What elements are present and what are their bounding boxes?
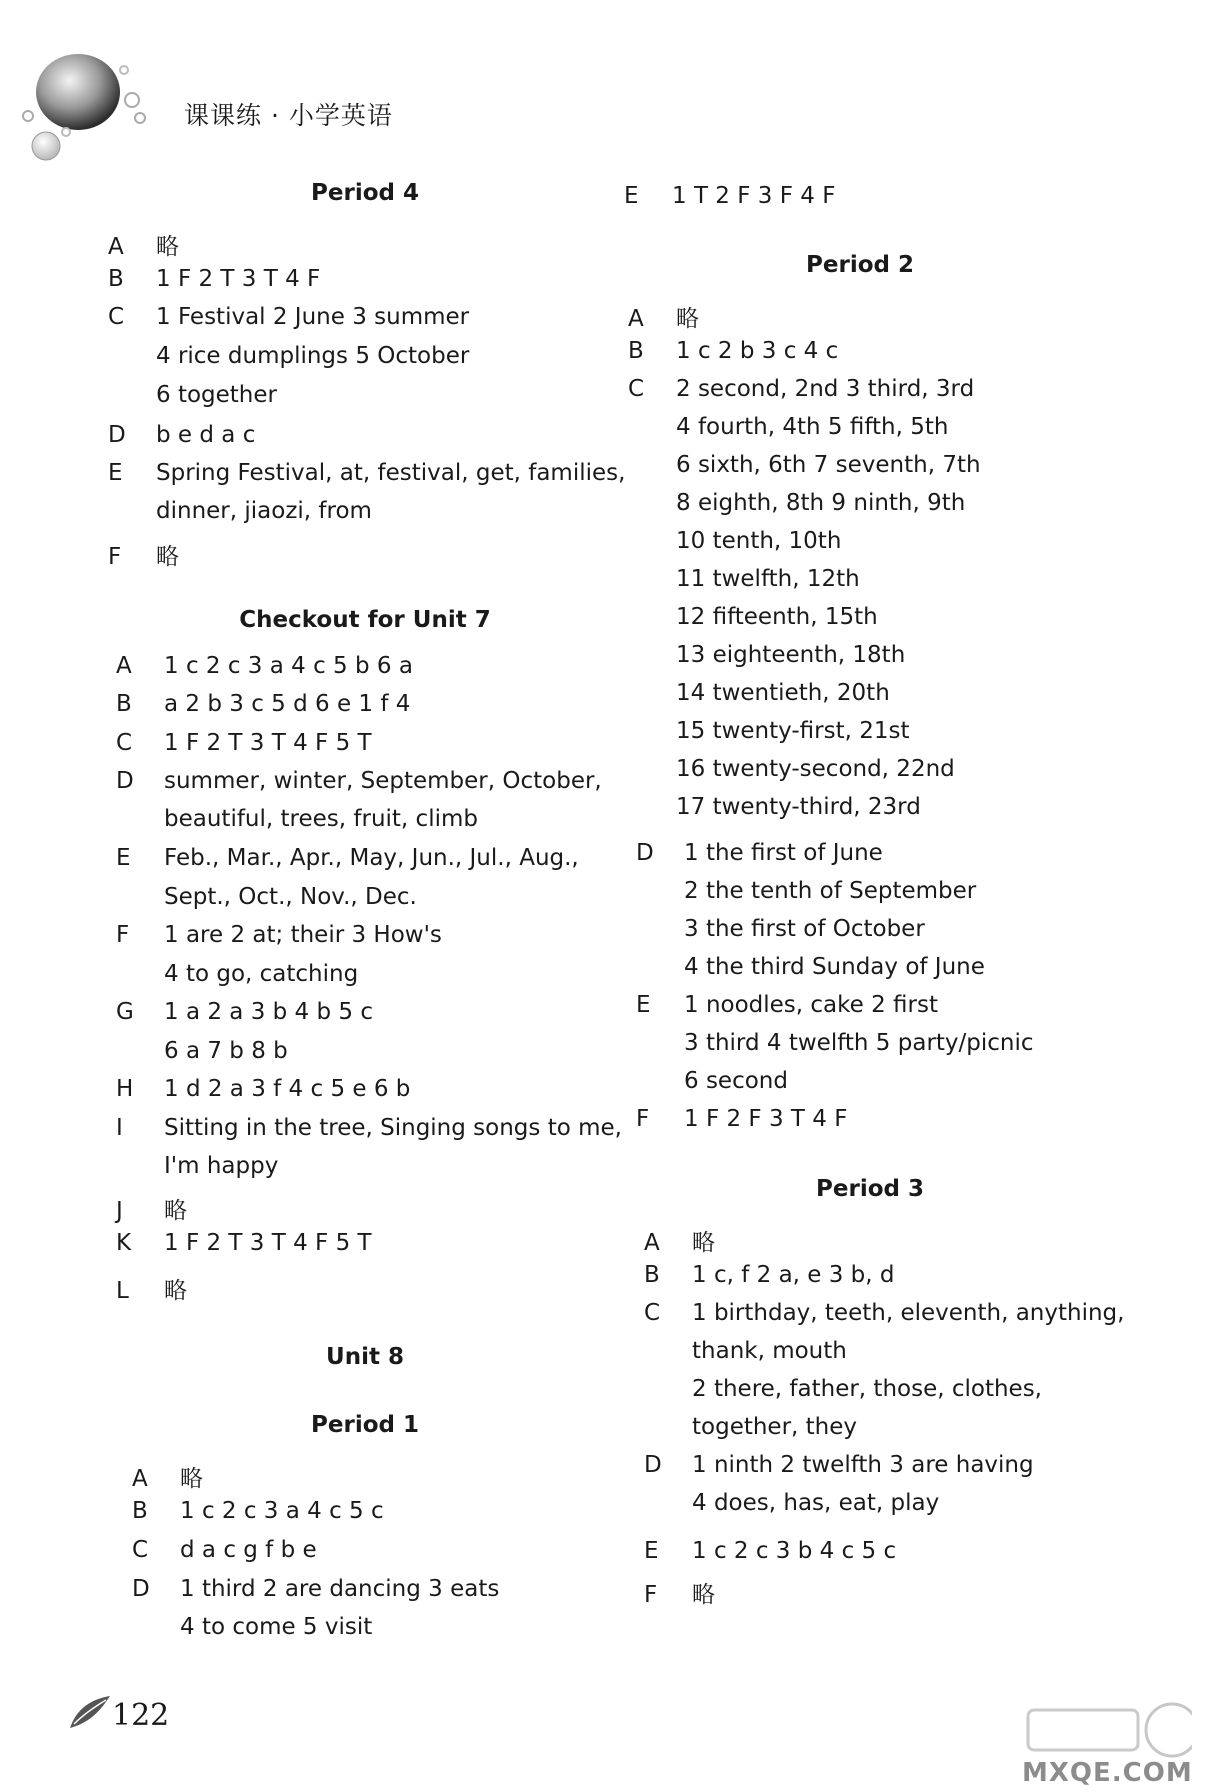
row-text: 1 c 2 c 3 a 4 c 5 b 6 a: [164, 653, 413, 679]
row-text: 1 F 2 T 3 T 4 F 5 T: [164, 1230, 372, 1256]
row-label: J: [116, 1198, 123, 1224]
row-label: E: [624, 183, 639, 209]
row-text: 1 ninth 2 twelfth 3 are having: [692, 1452, 1034, 1478]
answer-row: [644, 1452, 1034, 1478]
row-text: 4 the third Sunday of June: [684, 954, 985, 980]
row-text: 1 the first of June: [684, 840, 883, 866]
row-text: 1 noodles, cake 2 first: [684, 992, 938, 1018]
answer-row: [116, 653, 413, 679]
row-text: Spring Festival, at, festival, get, families,: [156, 460, 626, 486]
watermark-text: MXQE.COM: [1022, 1758, 1193, 1788]
answer-row: [116, 1230, 372, 1256]
answer-row: [628, 718, 910, 744]
row-text: 1 c, f 2 a, e 3 b, d: [692, 1262, 895, 1288]
row-text: 1 a 2 a 3 b 4 b 5 c: [164, 999, 373, 1025]
row-label: F: [116, 922, 130, 948]
answer-row: [628, 414, 948, 440]
answer-row: [636, 1106, 847, 1132]
answer-row: [116, 884, 417, 910]
answer-row: [116, 768, 602, 794]
row-label: E: [116, 845, 131, 871]
section-heading-unit-8: Unit 8: [326, 1344, 404, 1370]
answer-row: [628, 566, 860, 592]
row-label: F: [108, 544, 122, 570]
row-label: D: [644, 1452, 662, 1478]
row-label: B: [116, 691, 132, 717]
row-text: 略: [164, 1198, 187, 1224]
row-text: 11 twelfth, 12th: [676, 566, 860, 592]
row-label: C: [108, 304, 125, 330]
section-heading-period-1: Period 1: [311, 1412, 419, 1438]
row-text: 10 tenth, 10th: [676, 528, 842, 554]
row-text: I'm happy: [164, 1153, 279, 1179]
answer-row: [644, 1538, 896, 1564]
row-label: A: [116, 653, 132, 679]
answer-row: [108, 382, 277, 408]
answer-row: [116, 1076, 410, 1102]
answer-row: [132, 1576, 499, 1602]
row-label: A: [644, 1230, 660, 1256]
row-text: 3 the first of October: [684, 916, 925, 942]
answer-row: [132, 1460, 203, 1493]
row-text: beautiful, trees, fruit, climb: [164, 806, 478, 832]
answer-row: [644, 1376, 1042, 1402]
row-text: 4 to go, catching: [164, 961, 359, 987]
answer-row: [644, 1262, 895, 1288]
watermark-logo: [1022, 1700, 1192, 1760]
row-label: A: [628, 306, 644, 332]
row-text: 1 c 2 b 3 c 4 c: [676, 338, 839, 364]
answer-row: [628, 490, 965, 516]
row-text: 3 third 4 twelfth 5 party/picnic: [684, 1030, 1034, 1056]
answer-row: [108, 460, 625, 486]
answer-row: [628, 680, 890, 706]
answer-row: [132, 1537, 317, 1563]
row-text: 1 birthday, teeth, eleventh, anything,: [692, 1300, 1125, 1326]
row-label: E: [644, 1538, 659, 1564]
row-text: 略: [692, 1582, 715, 1608]
row-label: D: [116, 768, 134, 794]
row-text: 12 fifteenth, 15th: [676, 604, 878, 630]
row-text: 1 T 2 F 3 F 4 F: [672, 183, 836, 209]
answer-row: [116, 1115, 622, 1141]
row-text: 6 second: [684, 1068, 788, 1094]
row-text: Sept., Oct., Nov., Dec.: [164, 884, 417, 910]
row-text: 4 rice dumplings 5 October: [156, 343, 470, 369]
answer-row: [636, 878, 976, 904]
answer-row: [108, 304, 469, 330]
answer-row: [628, 528, 841, 554]
row-text: 1 Festival 2 June 3 summer: [156, 304, 470, 330]
section-heading-checkout-unit-7: Checkout for Unit 7: [239, 607, 491, 633]
answer-row: [116, 1153, 278, 1179]
answer-row: [108, 266, 320, 292]
row-label: A: [132, 1466, 148, 1492]
row-text: 13 eighteenth, 18th: [676, 642, 906, 668]
row-text: 14 twentieth, 20th: [676, 680, 890, 706]
row-label: B: [108, 266, 124, 292]
answer-row: [636, 992, 938, 1018]
answer-row: [644, 1414, 857, 1440]
row-label: D: [132, 1576, 150, 1602]
row-text: 略: [156, 234, 179, 260]
row-text: 2 second, 2nd 3 third, 3rd: [676, 376, 975, 402]
answer-row: [628, 642, 905, 668]
row-text: 略: [676, 306, 699, 332]
row-text: 1 c 2 c 3 a 4 c 5 c: [180, 1498, 384, 1524]
answer-row: [628, 338, 838, 364]
answer-row: [636, 1030, 1034, 1056]
answer-row: [116, 806, 478, 832]
answer-row: [636, 840, 883, 866]
answer-row: [116, 1192, 187, 1225]
page-number: 122: [112, 1698, 170, 1733]
row-text: summer, winter, September, October,: [164, 768, 602, 794]
answer-row: [116, 922, 442, 948]
row-label: D: [636, 840, 654, 866]
row-label: E: [108, 460, 123, 486]
answer-row: [132, 1614, 372, 1640]
answer-row: [132, 1498, 384, 1524]
row-text: 6 a 7 b 8 b: [164, 1038, 288, 1064]
answer-row: [644, 1300, 1124, 1326]
row-text: 4 to come 5 visit: [180, 1614, 373, 1640]
row-label: C: [116, 730, 133, 756]
answer-row: [644, 1576, 715, 1609]
row-label: A: [108, 234, 124, 260]
answer-row: [644, 1224, 715, 1257]
row-text: 略: [156, 544, 179, 570]
row-label: H: [116, 1076, 134, 1102]
row-text: 15 twenty-first, 21st: [676, 718, 910, 744]
answer-row: [644, 1490, 939, 1516]
answer-row: [108, 498, 372, 524]
answer-row: [116, 961, 358, 987]
row-text: 1 F 2 T 3 T 4 F: [156, 266, 321, 292]
answer-row: [628, 604, 878, 630]
row-text: 略: [164, 1278, 187, 1304]
row-text: 6 sixth, 6th 7 seventh, 7th: [676, 452, 981, 478]
header-title: 课课练 · 小学英语: [184, 101, 393, 130]
row-text: 2 there, father, those, clothes,: [692, 1376, 1042, 1402]
answer-row: [624, 183, 835, 209]
row-text: thank, mouth: [692, 1338, 847, 1364]
row-text: 略: [692, 1230, 715, 1256]
row-label: L: [116, 1278, 129, 1304]
answer-row: [116, 999, 373, 1025]
answer-row: [108, 343, 469, 369]
row-text: 6 together: [156, 382, 277, 408]
row-text: 17 twenty-third, 23rd: [676, 794, 921, 820]
leaf-icon: [68, 1694, 112, 1732]
row-text: 1 c 2 c 3 b 4 c 5 c: [692, 1538, 897, 1564]
section-heading-period-3: Period 3: [816, 1176, 924, 1202]
row-label: G: [116, 999, 134, 1025]
answer-row: [628, 376, 974, 402]
row-text: 略: [180, 1466, 203, 1492]
answer-row: [636, 954, 985, 980]
row-text: dinner, jiaozi, from: [156, 498, 372, 524]
row-label: B: [644, 1262, 660, 1288]
answer-row: [116, 691, 410, 717]
answer-row: [644, 1338, 847, 1364]
row-text: 1 F 2 F 3 T 4 F: [684, 1106, 848, 1132]
row-label: B: [132, 1498, 148, 1524]
answer-row: [116, 1272, 187, 1305]
answer-row: [108, 538, 179, 571]
answer-row: [108, 422, 255, 448]
row-text: 1 are 2 at; their 3 How's: [164, 922, 442, 948]
row-text: 4 fourth, 4th 5 fifth, 5th: [676, 414, 949, 440]
answer-row: [636, 1068, 788, 1094]
row-label: F: [636, 1106, 650, 1132]
row-text: 16 twenty-second, 22nd: [676, 756, 955, 782]
row-text: Sitting in the tree, Singing songs to me,: [164, 1115, 622, 1141]
row-label: F: [644, 1582, 658, 1608]
row-label: C: [628, 376, 645, 402]
row-text: 1 F 2 T 3 T 4 F 5 T: [164, 730, 372, 756]
answer-row: [116, 845, 579, 871]
answer-row: [108, 228, 179, 261]
row-text: 1 d 2 a 3 f 4 c 5 e 6 b: [164, 1076, 411, 1102]
bubbles-decoration: [0, 0, 160, 170]
answer-row: [116, 1038, 288, 1064]
row-text: 4 does, has, eat, play: [692, 1490, 940, 1516]
row-text: together, they: [692, 1414, 858, 1440]
section-heading-period-4: Period 4: [311, 180, 419, 206]
row-text: d a c g f b e: [180, 1537, 317, 1563]
row-text: a 2 b 3 c 5 d 6 e 1 f 4: [164, 691, 411, 717]
row-label: E: [636, 992, 651, 1018]
row-label: C: [644, 1300, 661, 1326]
answer-row: [636, 916, 925, 942]
row-text: 8 eighth, 8th 9 ninth, 9th: [676, 490, 966, 516]
row-text: Feb., Mar., Apr., May, Jun., Jul., Aug.,: [164, 845, 579, 871]
row-label: B: [628, 338, 644, 364]
answer-row: [628, 794, 921, 820]
row-label: C: [132, 1537, 149, 1563]
row-label: D: [108, 422, 126, 448]
answer-row: [628, 300, 699, 333]
row-text: 2 the tenth of September: [684, 878, 977, 904]
row-label: I: [116, 1115, 123, 1141]
section-heading-period-2: Period 2: [806, 252, 914, 278]
answer-row: [628, 756, 955, 782]
row-text: 1 third 2 are dancing 3 eats: [180, 1576, 500, 1602]
row-label: K: [116, 1230, 132, 1256]
row-text: b e d a c: [156, 422, 256, 448]
answer-row: [116, 730, 372, 756]
answer-row: [628, 452, 981, 478]
